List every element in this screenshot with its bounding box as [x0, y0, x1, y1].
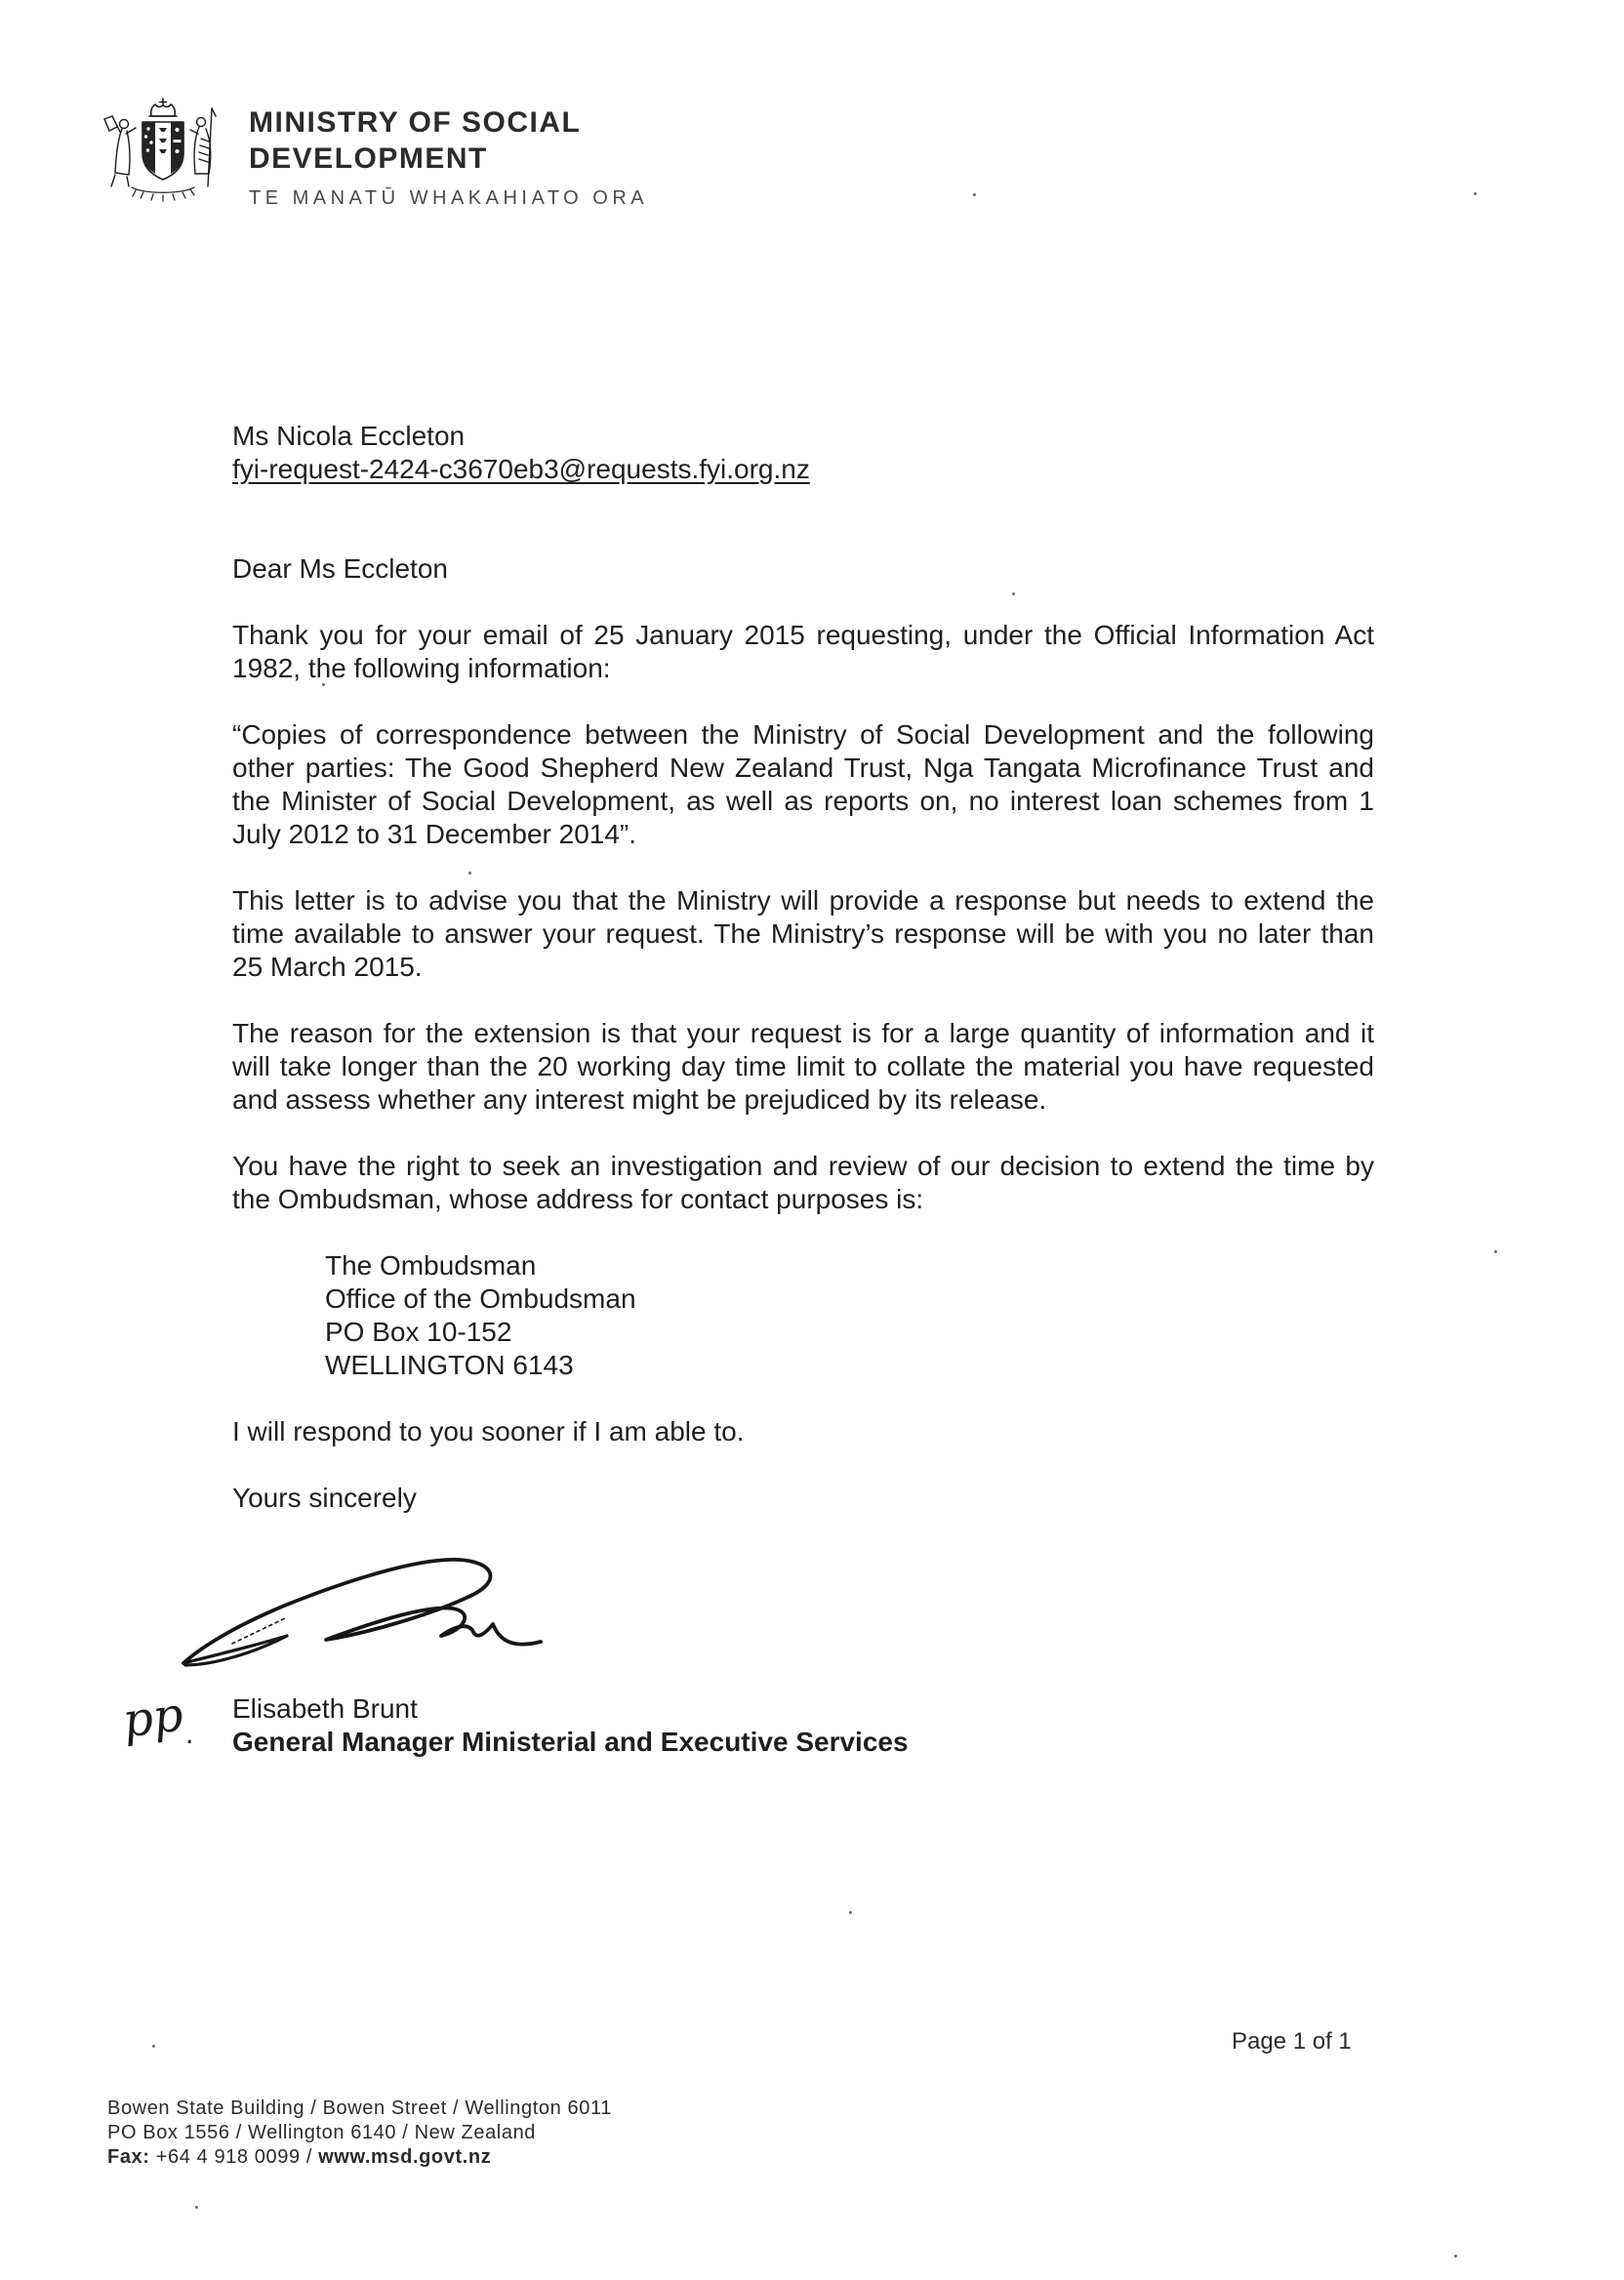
paragraph-respond-sooner: I will respond to you sooner if I am able to. — [232, 1416, 745, 1446]
address-line: WELLINGTON 6143 — [325, 1350, 574, 1380]
paragraph-extension-reason: The reason for the extension is that your request is for a large quantity of information and it will take longer than the 20 working day time limit to collate the material you have requested and assess whether any interest might be prejudiced by its release. — [232, 1018, 1374, 1115]
scan-speck — [468, 872, 471, 875]
valediction: Yours sincerely — [232, 1483, 417, 1513]
coat-of-arms-icon — [102, 95, 223, 204]
pp-handwritten-note: pp — [119, 1687, 186, 1749]
website-text: www.msd.govt.nz — [318, 2146, 492, 2168]
scan-speck — [322, 683, 325, 686]
pp-period: . — [185, 1718, 194, 1750]
letter-body — [232, 552, 1374, 1548]
paragraph-acknowledgement: Thank you for your email of 25 January 2015 requesting, under the Official Information Act 1982, the following information: — [232, 620, 1374, 683]
org-name-line2: DEVELOPMENT — [249, 142, 488, 175]
fax-label: Fax: — [107, 2146, 150, 2168]
org-name-line1: MINISTRY OF SOCIAL — [249, 106, 582, 139]
recipient-block — [232, 420, 810, 486]
signature-image — [172, 1540, 547, 1673]
paragraph-extension-notice: This letter is to advise you that the Ministry will provide a response but needs to extend the time available to answer your request. The Ministry’s response will be with you no later than 25 March 2015. — [232, 885, 1374, 982]
scan-speck — [1454, 2255, 1457, 2258]
scan-speck — [973, 193, 976, 196]
salutation: Dear Ms Eccleton — [232, 553, 448, 584]
footer-address-line1: Bowen State Building / Bowen Street / Wellington 6011 — [107, 2097, 612, 2119]
page-number: Page 1 of 1 — [1232, 2028, 1352, 2055]
scan-speck — [849, 1911, 852, 1914]
letterhead-text — [249, 93, 648, 211]
recipient-email: fyi-request-2424-c3670eb3@requests.fyi.org.nz — [232, 454, 810, 484]
signatory-name: Elisabeth Brunt — [232, 1693, 418, 1724]
ombudsman-address — [325, 1249, 1374, 1382]
signatory-block — [232, 1692, 909, 1759]
footer — [107, 2097, 612, 2170]
paragraph-request-quote: “Copies of correspondence between the Ministry of Social Development and the following other parties: The Good Shepherd New Zealand Trust, Nga Tangata Microfinance Trust and the Minister of Social Development, as well as reports on, no interest loan schemes from 1 July 2012 to 31 December 2014”. — [232, 719, 1374, 849]
address-line: PO Box 10-152 — [325, 1317, 512, 1347]
address-line: The Ombudsman — [325, 1250, 537, 1281]
fax-number: +64 4 918 0099 / — [149, 2146, 319, 2168]
footer-address-line2: PO Box 1556 / Wellington 6140 / New Zealand — [107, 2122, 537, 2143]
scan-speck — [1012, 592, 1015, 595]
scan-speck — [1494, 1250, 1497, 1253]
org-tagline: TE MANATŪ WHAKAHIATO ORA — [249, 187, 649, 209]
letterhead — [102, 93, 648, 211]
paragraph-review-right: You have the right to seek an investigation and review of our decision to extend the time by the Ombudsman, whose address for contact purposes is: — [232, 1151, 1374, 1214]
scan-speck — [152, 2045, 155, 2048]
recipient-name: Ms Nicola Eccleton — [232, 421, 466, 451]
address-line: Office of the Ombudsman — [325, 1283, 636, 1314]
footer-contact-line — [107, 2145, 612, 2170]
signatory-title: General Manager Ministerial and Executive Services — [232, 1727, 909, 1757]
scan-speck — [195, 2206, 198, 2209]
scan-speck — [1474, 192, 1477, 195]
